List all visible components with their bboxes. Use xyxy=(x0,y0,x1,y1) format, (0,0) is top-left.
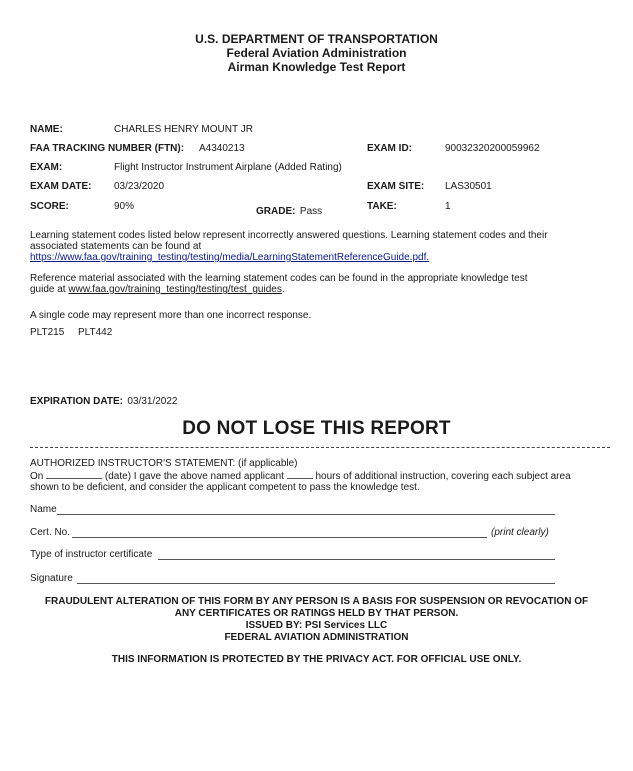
score-label: SCORE: xyxy=(30,201,69,212)
name-label: NAME: xyxy=(30,124,63,135)
fraud-warning-line1: FRAUDULENT ALTERATION OF THIS FORM BY ANY PERSON IS A BASIS FOR SUSPENSION OR REVOCATION OF xyxy=(44,596,589,607)
hours-blank[interactable] xyxy=(287,469,313,479)
exam-id-value: 90032320200059962 xyxy=(445,143,540,154)
issued-by: ISSUED BY: PSI Services LLC xyxy=(245,620,388,631)
ftn-label: FAA TRACKING NUMBER (FTN): xyxy=(30,143,185,154)
take-value: 1 xyxy=(445,201,451,212)
learning-codes-text-1: Learning statement codes listed below represent incorrectly answered questions. Learning statement codes and their xyxy=(30,230,548,241)
instructor-statement xyxy=(30,458,605,493)
name-line-label: Name xyxy=(30,504,57,515)
exam-id-label: EXAM ID: xyxy=(367,143,412,154)
grade-field xyxy=(256,201,322,219)
dashed-divider xyxy=(30,447,610,448)
exam-value: Flight Instructor Instrument Airplane (Added Rating) xyxy=(114,162,342,173)
exam-label: EXAM: xyxy=(30,162,63,173)
exam-date-value: 03/23/2020 xyxy=(114,181,165,192)
exam-site-value: LAS30501 xyxy=(445,181,492,192)
instructor-heading: AUTHORIZED INSTRUCTOR'S STATEMENT: (if applicable) xyxy=(30,458,298,469)
instructor-type-label: Type of instructor certificate xyxy=(30,549,153,560)
instructor-type-line[interactable] xyxy=(158,548,555,560)
name-line[interactable] xyxy=(57,503,555,515)
expiration-value: 03/31/2022 xyxy=(127,396,178,407)
name-value: CHARLES HENRY MOUNT JR xyxy=(114,124,253,135)
reference-material-paragraph xyxy=(30,273,605,295)
code-item: PLT442 xyxy=(78,327,113,338)
date-text: (date) I gave the above named applicant xyxy=(104,471,284,482)
reference-text-2: guide at xyxy=(30,284,69,295)
competency-text: shown to be deficient, and consider the applicant competent to pass the knowledge test. xyxy=(30,482,420,493)
header-agency: Federal Aviation Administration xyxy=(226,46,407,60)
on-text: On xyxy=(30,471,44,482)
expiration-field xyxy=(30,391,177,409)
print-clearly-note: (print clearly) xyxy=(491,527,549,538)
code-item: PLT215 xyxy=(30,327,65,338)
hours-text: hours of additional instruction, covering each subject area xyxy=(315,471,571,482)
date-blank[interactable] xyxy=(46,469,102,479)
ftn-value: A4340213 xyxy=(199,143,245,154)
fraud-warning-line2: ANY CERTIFICATES OR RATINGS HELD BY THAT PERSON. xyxy=(174,608,459,619)
exam-date-label: EXAM DATE: xyxy=(30,181,92,192)
header-report-title: Airman Knowledge Test Report xyxy=(227,60,406,74)
do-not-lose-warning: DO NOT LOSE THIS REPORT xyxy=(182,418,451,439)
reference-text-1: Reference material associated with the learning statement codes can be found in the appropriate knowledge test xyxy=(30,273,528,284)
cert-number-label: Cert. No. xyxy=(30,527,71,538)
single-code-note: A single code may represent more than one incorrect response. xyxy=(30,310,312,321)
learning-codes-text-2: associated statements can be found at xyxy=(30,241,202,252)
signature-label: Signature xyxy=(30,573,73,584)
faa-footer: FEDERAL AVIATION ADMINISTRATION xyxy=(224,632,409,643)
cert-number-line[interactable] xyxy=(72,526,487,538)
take-label: TAKE: xyxy=(367,201,397,212)
exam-site-label: EXAM SITE: xyxy=(367,181,425,192)
score-value: 90% xyxy=(114,201,135,212)
privacy-notice: THIS INFORMATION IS PROTECTED BY THE PRIVACY ACT. FOR OFFICIAL USE ONLY. xyxy=(111,654,522,665)
test-guides-link[interactable]: www.faa.gov/training_testing/testing/test_guides xyxy=(68,284,282,295)
header-department: U.S. DEPARTMENT OF TRANSPORTATION xyxy=(195,32,438,46)
grade-value: Pass xyxy=(299,206,323,217)
reference-text-end: . xyxy=(281,284,285,295)
learning-codes-paragraph xyxy=(30,230,605,263)
expiration-label: EXPIRATION DATE: xyxy=(30,396,123,407)
learning-statement-guide-link[interactable]: https://www.faa.gov/training_testing/testing/media/LearningStatementReferenceGuide.pdf. xyxy=(30,252,430,263)
grade-label: GRADE: xyxy=(256,206,296,217)
signature-line[interactable] xyxy=(77,572,555,584)
